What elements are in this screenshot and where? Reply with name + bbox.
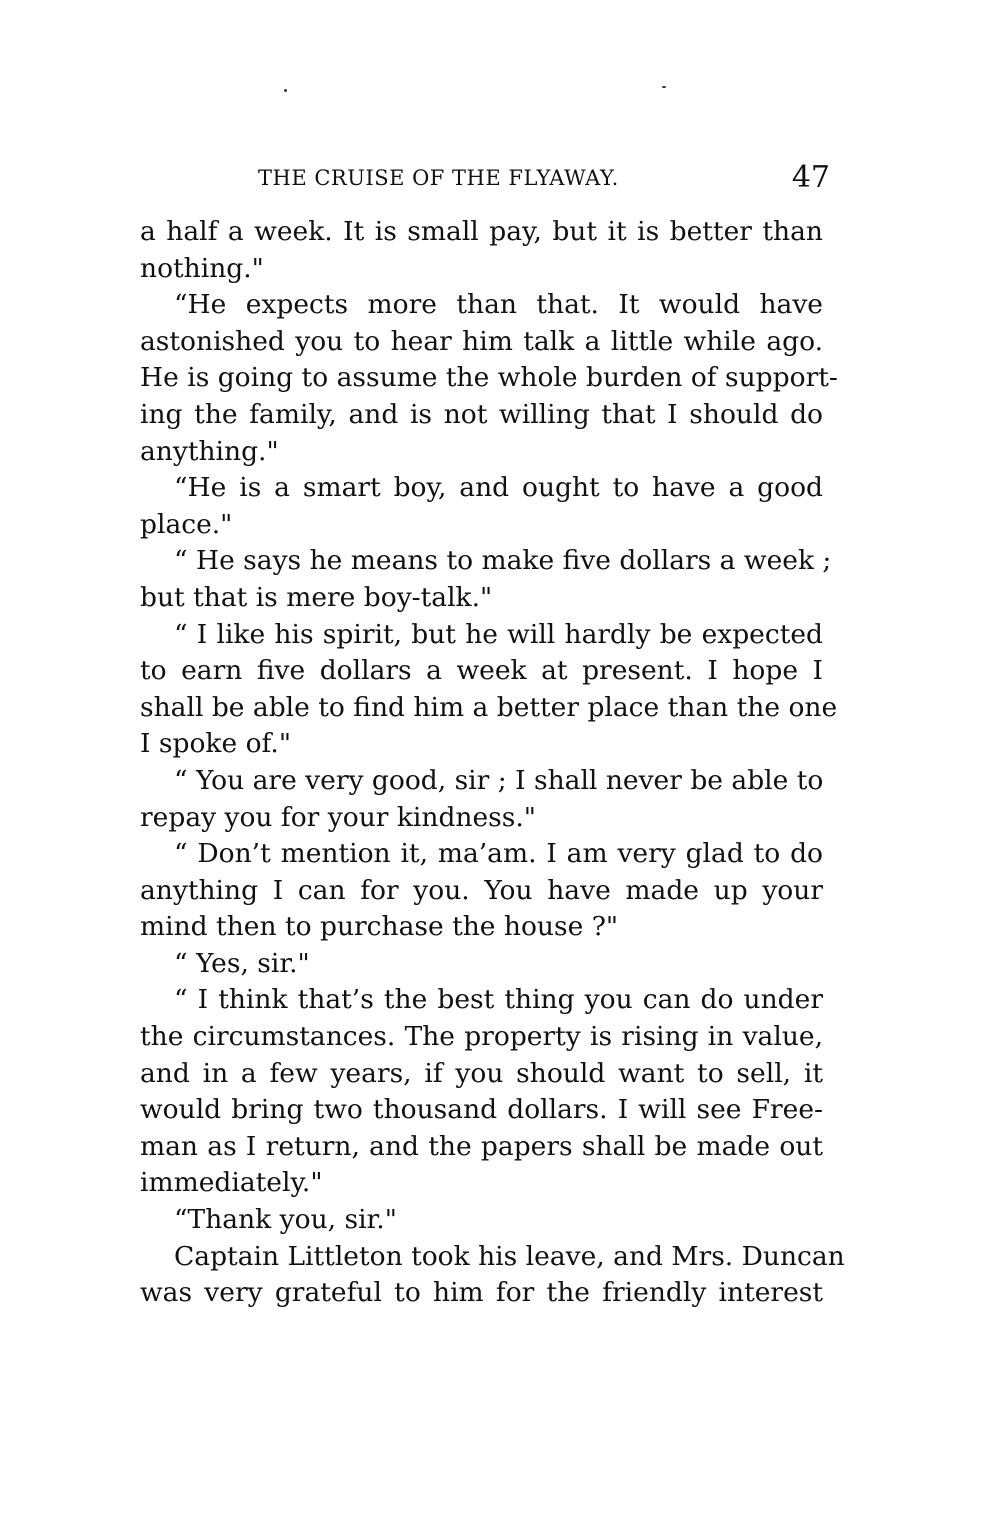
text-line: “ I like his spirit, but he will hardly be expected [174, 618, 823, 650]
text-line: I spoke of." [140, 728, 292, 760]
page-number: 47 [791, 160, 830, 195]
text-line: “ Don’t mention it, ma’am. I am very glad to do [174, 838, 823, 870]
paper-speck [284, 89, 287, 92]
text-line: a half a week. It is small pay, but it is better than [140, 216, 823, 247]
text-line: anything." [140, 435, 279, 467]
text-line: shall be able to find him a better place than the one [140, 691, 838, 723]
text-line: “ Yes, sir." [174, 947, 310, 979]
text-line: “ You are very good, sir ; I shall never be able to [174, 764, 824, 796]
text-line: “He is a smart boy, and ought to have a good [174, 472, 823, 504]
text-line: to earn five dollars a week at present. I hope I [140, 655, 823, 687]
text-line: the circumstances. The property is rising in value, [140, 1021, 823, 1053]
text-line: immediately." [140, 1167, 323, 1199]
running-head: THE CRUISE OF THE FLYAWAY. [258, 166, 619, 190]
text-line: place." [140, 508, 233, 540]
text-line: “He expects more than that. It would have [174, 289, 823, 321]
text-line: Captain Littleton took his leave, and Mrs. Duncan [174, 1240, 845, 1272]
text-line: nothing." [140, 252, 264, 284]
text-line: man as I return, and the papers shall be made out [140, 1130, 823, 1162]
text-line: repay you for your kindness." [140, 801, 536, 833]
text-line: and in a few years, if you should want to sell, it [140, 1057, 823, 1089]
text-line: ing the family, and is not willing that I should do [140, 398, 823, 430]
text-line: was very grateful to him for the friendly interest [140, 1277, 823, 1309]
text-line: would bring two thousand dollars. I will see Free- [140, 1094, 823, 1126]
text-line: anything I can for you. You have made up your [140, 874, 823, 906]
text-line: He is going to assume the whole burden of support- [140, 362, 838, 394]
text-line: “ He says he means to make five dollars a week ; [174, 545, 832, 577]
body-text [140, 214, 845, 1312]
text-line: mind then to purchase the house ?" [140, 911, 619, 943]
text-line: astonished you to hear him talk a little while ago. [140, 325, 823, 357]
text-line: “Thank you, sir." [174, 1204, 397, 1236]
paper-speck [662, 86, 666, 88]
page-header [140, 160, 830, 200]
text-line: “ I think that’s the best thing you can do under [174, 984, 823, 1016]
text-line: but that is mere boy-talk." [140, 581, 493, 613]
